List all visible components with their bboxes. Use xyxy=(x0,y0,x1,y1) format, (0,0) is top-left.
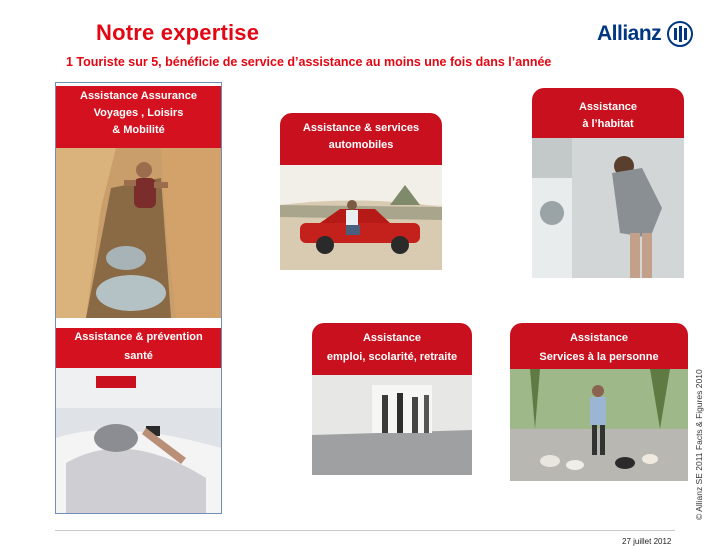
label-auto xyxy=(280,113,442,165)
label-voyages-line2: Voyages , Loisirs xyxy=(93,107,184,119)
copyright-note: © Allianz SE 2011 Facts & Figures 2010 xyxy=(694,369,704,520)
label-personne-line1: Assistance xyxy=(569,332,629,344)
label-personne xyxy=(510,323,688,369)
slide-date: 27 juillet 2012 xyxy=(622,537,672,546)
photo-office-corridor xyxy=(312,375,472,475)
label-auto-line2: automobiles xyxy=(328,139,394,151)
label-emploi-line1: Assistance xyxy=(362,332,422,344)
photo-broken-car xyxy=(280,165,442,270)
photo-dog-walker xyxy=(510,369,688,481)
label-voyages xyxy=(56,86,221,148)
photo-patient-bed xyxy=(56,368,221,513)
label-sante xyxy=(56,328,221,368)
page-title: Notre expertise xyxy=(96,20,260,45)
allianz-logo xyxy=(597,20,693,48)
label-emploi xyxy=(312,323,472,375)
label-voyages-line1: Assistance Assurance xyxy=(80,90,197,102)
label-habitat-line1: Assistance xyxy=(578,101,638,113)
label-auto-line1: Assistance & services xyxy=(302,122,420,134)
label-personne-line2: Services à la personne xyxy=(539,351,659,363)
logo-text: Allianz xyxy=(597,22,662,45)
label-emploi-line2: emploi, scolarité, retraite xyxy=(326,351,458,363)
allianz-eagle-icon xyxy=(667,21,693,47)
label-sante-line1: Assistance & prévention xyxy=(74,331,203,343)
label-habitat xyxy=(532,88,684,138)
footer-divider xyxy=(55,530,675,531)
label-voyages-line3: & Mobilité xyxy=(112,124,165,136)
photo-woman-washing-machine xyxy=(532,138,684,278)
page-subtitle: 1 Touriste sur 5, bénéficie de service d’assistance au moins une fois dans l’année xyxy=(66,55,552,69)
label-sante-line2: santé xyxy=(124,350,153,362)
photo-canyon-traveler xyxy=(56,148,221,318)
label-habitat-line2: à l’habitat xyxy=(582,118,634,130)
